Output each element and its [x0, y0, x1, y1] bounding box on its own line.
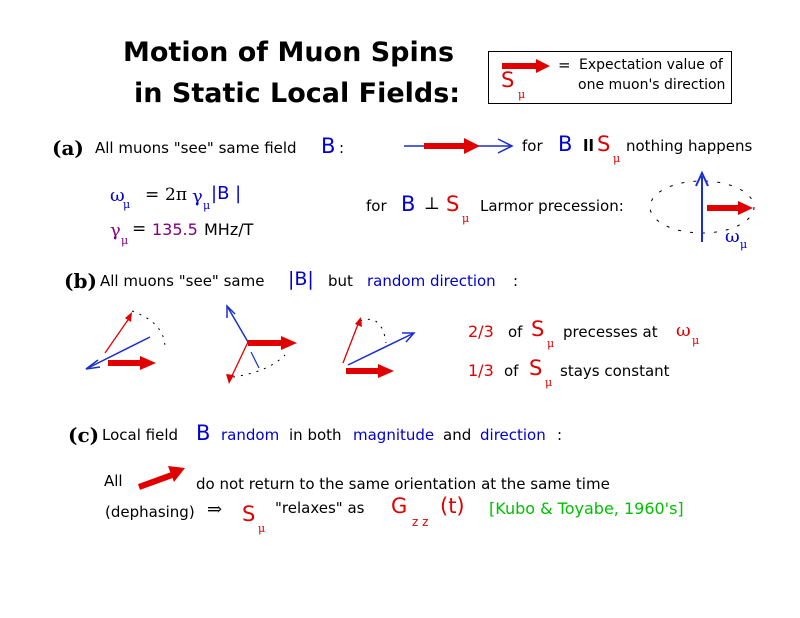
eq2-equals: = — [132, 219, 147, 239]
section-c-G: G — [391, 494, 408, 518]
section-c-random: random — [221, 426, 280, 444]
eq1-rhs: 2π — [165, 185, 187, 205]
eq1-equals: = — [145, 185, 160, 205]
legend-subscript: μ — [518, 88, 526, 101]
title-line-2: in Static Local Fields: — [134, 78, 461, 109]
section-c-dephasing: (dephasing) — [105, 503, 195, 521]
legend-equals: = — [558, 56, 571, 74]
section-c-t: (t) — [440, 494, 465, 518]
section-b-text-1: All muons "see" same — [100, 272, 265, 290]
perp-S: S — [446, 192, 460, 216]
parallel-for: for — [522, 137, 543, 155]
b-line1-S: S — [531, 317, 545, 341]
b-line2-sub: μ — [545, 376, 553, 389]
random-field-diagram-3 — [338, 315, 423, 380]
parallel-rel: ll — [583, 136, 594, 155]
perp-text: Larmor precession: — [480, 197, 624, 215]
perp-sub: μ — [462, 212, 470, 225]
parallel-S: S — [597, 132, 611, 156]
section-c-label: (c) — [68, 423, 100, 447]
legend-text-2: one muon's direction — [578, 77, 726, 93]
section-c-all: All — [104, 472, 123, 490]
section-a-label: (a) — [52, 136, 84, 160]
b-line2-S: S — [529, 356, 543, 380]
random-field-diagram-2 — [213, 300, 303, 390]
section-c-magnitude: magnitude — [353, 426, 435, 444]
section-c-zz: z z — [412, 515, 429, 529]
section-c-sub: μ — [258, 522, 266, 535]
b-line2-text: stays constant — [560, 362, 670, 380]
b-line1-omega-sub: μ — [692, 334, 700, 347]
eq1-omega: ω — [110, 185, 125, 206]
parallel-B: B — [558, 132, 573, 156]
section-b-label: (b) — [64, 269, 97, 293]
larmor-omega-sub: μ — [740, 238, 748, 251]
section-c-implies: ⇒ — [207, 499, 223, 520]
section-a-field: B — [321, 134, 336, 158]
parallel-sub: μ — [613, 152, 621, 165]
section-c-line-1: do not return to the same orientation at the same time — [196, 475, 610, 493]
eq1-absB: |B | — [211, 183, 242, 204]
eq1-gamma: γ — [192, 186, 203, 207]
section-c-colon: : — [557, 426, 563, 444]
section-c-ref: [Kubo & Toyabe, 1960's] — [489, 499, 684, 518]
perp-rel: ⊥ — [424, 194, 440, 214]
section-c-relaxes: "relaxes" as — [275, 499, 365, 517]
section-c-and: and — [443, 426, 472, 444]
legend-symbol: S — [501, 68, 515, 92]
eq1-sub: μ — [123, 198, 131, 211]
section-b-text-2: but — [328, 272, 353, 290]
parallel-arrows-icon — [404, 136, 514, 156]
section-a-text: All muons "see" same field — [95, 139, 297, 157]
perp-B: B — [401, 192, 416, 216]
section-b-random: random direction — [367, 272, 496, 290]
b-line2-of: of — [504, 362, 519, 380]
random-field-diagram-1 — [80, 303, 175, 378]
larmor-omega: ω — [725, 226, 740, 247]
section-a-colon: : — [339, 139, 345, 157]
b-line1-omega: ω — [676, 320, 691, 341]
eq2-value: 135.5 — [152, 220, 198, 239]
b-line1-frac: 2/3 — [468, 322, 494, 341]
title-line-1: Motion of Muon Spins — [123, 37, 455, 68]
perp-for: for — [366, 197, 387, 215]
eq2-sub: μ — [121, 234, 129, 247]
eq2-unit: MHz/T — [204, 220, 254, 239]
section-b-colon: : — [513, 272, 519, 290]
section-b-absB: |B| — [288, 268, 314, 290]
eq2-gamma: γ — [110, 220, 121, 241]
section-c-in-both: in both — [289, 426, 342, 444]
section-c-B: B — [196, 421, 211, 445]
section-c-text-1: Local field — [102, 426, 179, 444]
section-c-S: S — [242, 502, 256, 526]
eq1-gamma-sub: μ — [203, 199, 211, 212]
b-line1-sub: μ — [547, 337, 555, 350]
b-line2-frac: 1/3 — [468, 361, 494, 380]
b-line1-text: precesses at — [563, 323, 658, 341]
tilted-red-arrow-icon — [136, 462, 188, 492]
b-line1-of: of — [508, 323, 523, 341]
parallel-text: nothing happens — [626, 137, 753, 155]
section-c-direction: direction — [480, 426, 546, 444]
legend-text-1: Expectation value of — [579, 57, 723, 73]
